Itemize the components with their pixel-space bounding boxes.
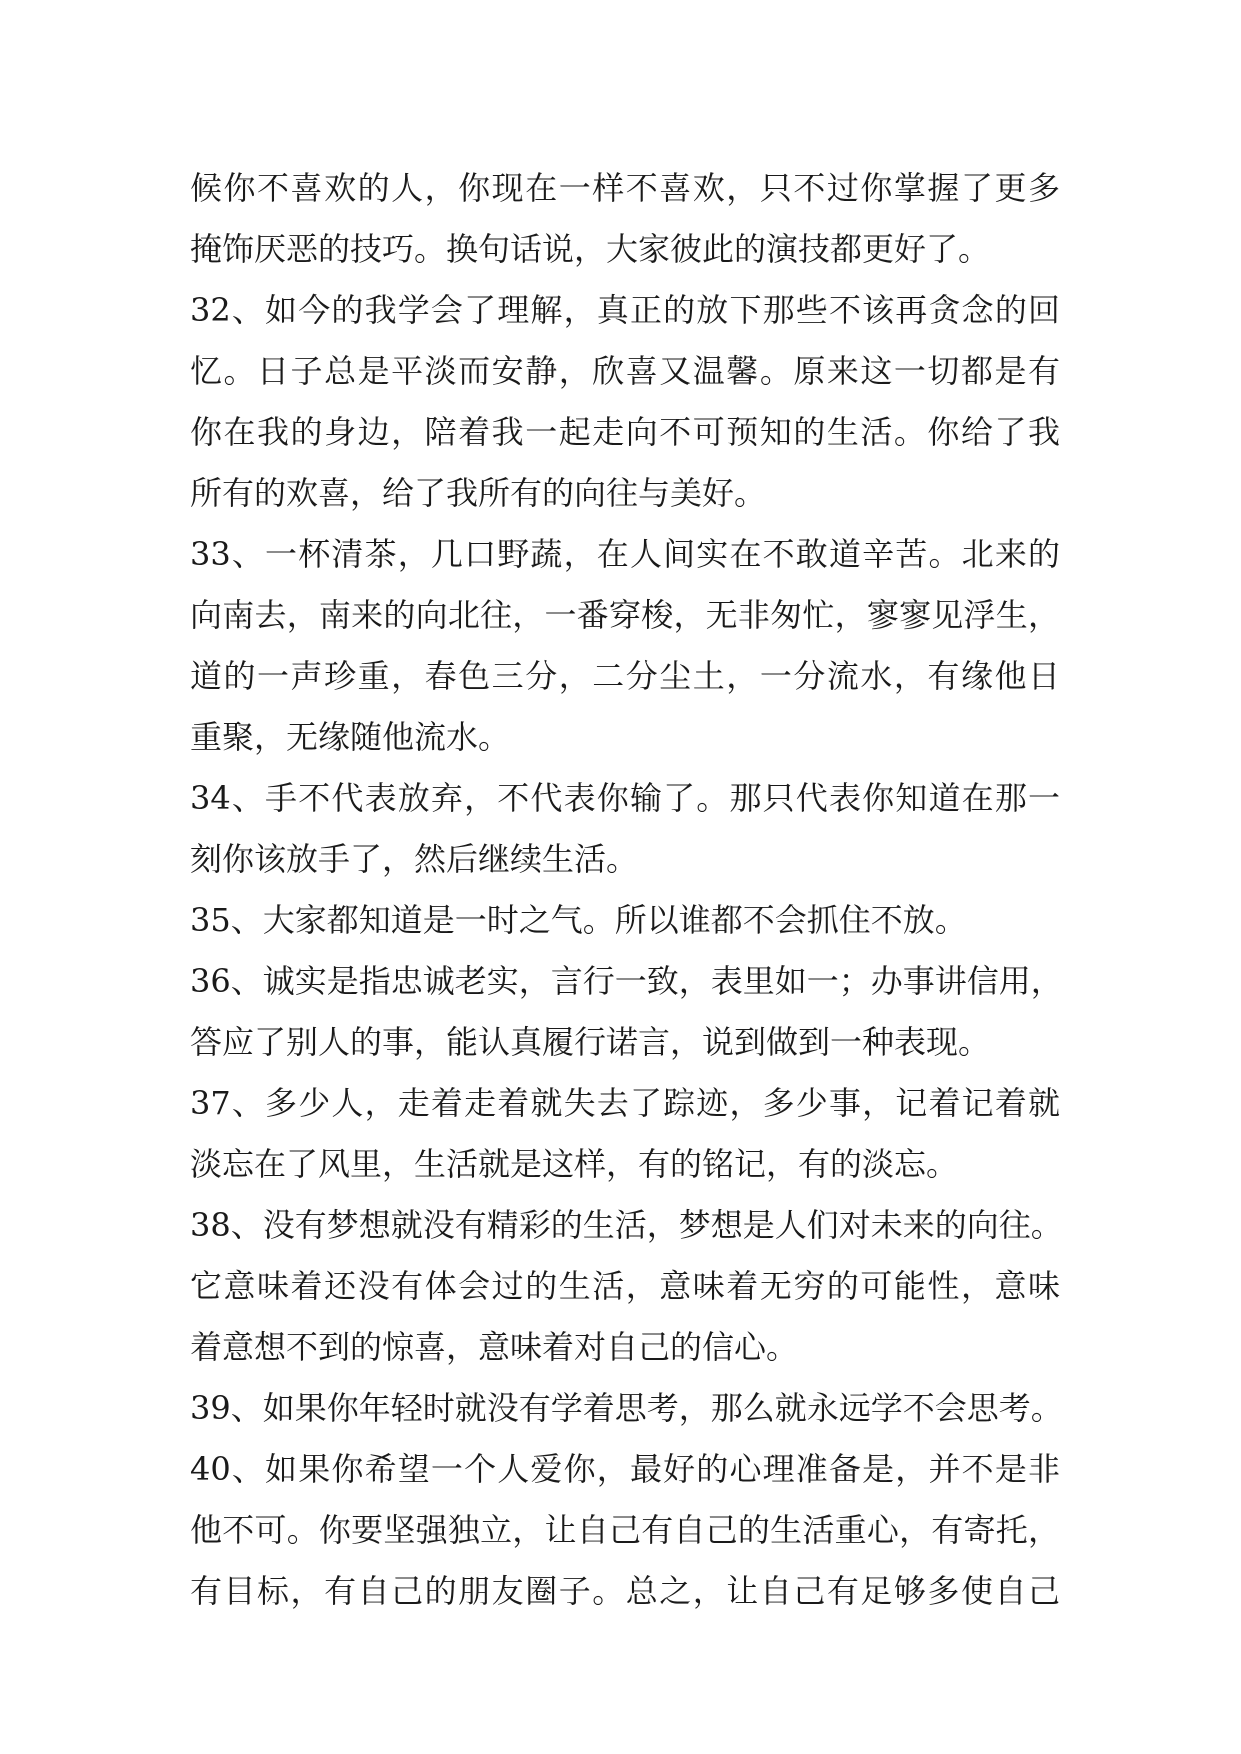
text-line: 36、诚实是指忠诚老实，言行一致，表里如一；办事讲信用， [190, 962, 1063, 1000]
text-line: 他不可。你要坚强独立，让自己有自己的生活重心，有寄托， [190, 1511, 1060, 1549]
text-line: 答应了别人的事，能认真履行诺言，说到做到一种表现。 [190, 1023, 991, 1061]
text-line: 38、没有梦想就没有精彩的生活，梦想是人们对未来的向往。 [190, 1206, 1063, 1244]
document-body [190, 158, 1063, 1622]
text-line: 33、一杯清茶，几口野蔬，在人间实在不敢道辛苦。北来的 [190, 535, 1060, 573]
text-line: 35、大家都知道是一时之气。所以谁都不会抓住不放。 [190, 901, 967, 939]
text-line: 着意想不到的惊喜，意味着对自己的信心。 [190, 1328, 799, 1366]
text-line: 向南去，南来的向北往，一番穿梭，无非匆忙，寥寥见浮生， [190, 596, 1060, 634]
text-line: 它意味着还没有体会过的生活，意味着无穷的可能性，意味 [190, 1267, 1060, 1305]
text-line: 刻你该放手了，然后继续生活。 [190, 840, 639, 878]
text-line: 重聚，无缘随他流水。 [190, 718, 511, 756]
text-line: 淡忘在了风里，生活就是这样，有的铭记，有的淡忘。 [190, 1145, 959, 1183]
text-line: 你在我的身边，陪着我一起走向不可预知的生活。你给了我 [190, 413, 1060, 451]
text-line: 所有的欢喜，给了我所有的向往与美好。 [190, 474, 767, 512]
text-line: 掩饰厌恶的技巧。换句话说，大家彼此的演技都更好了。 [190, 230, 991, 268]
text-line: 32、如今的我学会了理解，真正的放下那些不该再贪念的回 [190, 291, 1060, 329]
text-line: 道的一声珍重，春色三分，二分尘土，一分流水，有缘他日 [190, 657, 1060, 695]
text-line: 有目标，有自己的朋友圈子。总之，让自己有足够多使自己 [190, 1572, 1060, 1610]
text-line: 40、如果你希望一个人爱你，最好的心理准备是，并不是非 [190, 1450, 1060, 1488]
text-line: 39、如果你年轻时就没有学着思考，那么就永远学不会思考。 [190, 1389, 1063, 1427]
text-line: 候你不喜欢的人，你现在一样不喜欢，只不过你掌握了更多 [190, 169, 1060, 207]
text-line: 34、手不代表放弃，不代表你输了。那只代表你知道在那一 [190, 779, 1060, 817]
text-line: 37、多少人，走着走着就失去了踪迹，多少事，记着记着就 [190, 1084, 1060, 1122]
text-line: 忆。日子总是平淡而安静，欣喜又温馨。原来这一切都是有 [190, 352, 1060, 390]
